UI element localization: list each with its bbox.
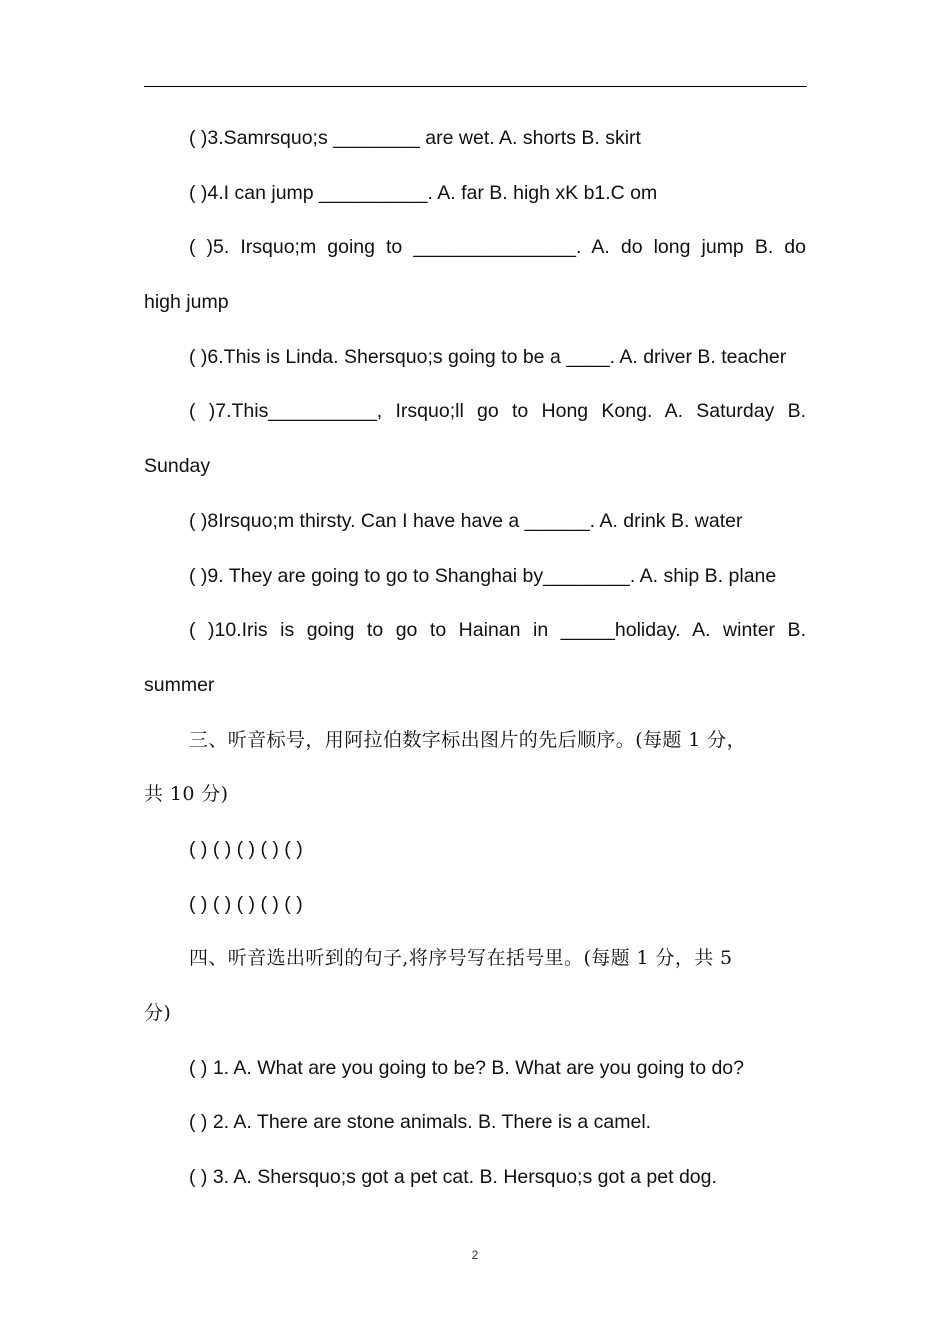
question-7-continued: Sunday (144, 455, 211, 478)
question-9: ( )9. They are going to go to Shanghai by________. A. ship B. plane (189, 564, 777, 587)
question-10-continued: summer (144, 673, 215, 696)
section-4-heading-continued: 分) (144, 1002, 172, 1024)
section-3-heading: 三、听音标号，用阿拉伯数字标出图片的先后顺序。(每题 1 分， (189, 728, 746, 751)
document-body (144, 111, 806, 1205)
question-4: ( )4.I can jump __________. A. far B. high xK b1.C om (189, 181, 658, 204)
header-rule (144, 86, 807, 87)
question-5: ( )5. Irsquo;m going to _______________. A. do long jump B. do (189, 236, 806, 259)
answer-blanks-row-1: ( ) ( ) ( ) ( ) ( ) (189, 837, 303, 860)
section-3-heading-continued: 共 10 分) (144, 783, 229, 806)
question-7: ( )7.This__________, Irsquo;ll go to Hong Kong. A. Saturday B. (189, 400, 806, 423)
listening-item-3: ( ) 3. A. Shersquo;s got a pet cat. B. Hersquo;s got a pet dog. (189, 1166, 717, 1189)
answer-blanks-row-2: ( ) ( ) ( ) ( ) ( ) (189, 892, 303, 915)
question-5-continued: high jump (144, 291, 229, 314)
section-4-heading: 四、听音选出听到的句子,将序号写在括号里。(每题 1 分，共 5 (189, 947, 733, 970)
question-8: ( )8Irsquo;m thirsty. Can I have have a ______. A. drink B. water (189, 509, 743, 532)
page-number: 2 (471, 1248, 479, 1262)
listening-item-2: ( ) 2. A. There are stone animals. B. There is a camel. (189, 1111, 652, 1134)
question-3: ( )3.Samrsquo;s ________ are wet. A. shorts B. skirt (189, 127, 641, 149)
question-10: ( )10.Iris is going to go to Hainan in _____holiday. A. winter B. (189, 619, 806, 642)
listening-item-1: ( ) 1. A. What are you going to be? B. What are you going to do? (189, 1056, 744, 1079)
question-6: ( )6.This is Linda. Shersquo;s going to be a ____. A. driver B. teacher (189, 345, 787, 368)
